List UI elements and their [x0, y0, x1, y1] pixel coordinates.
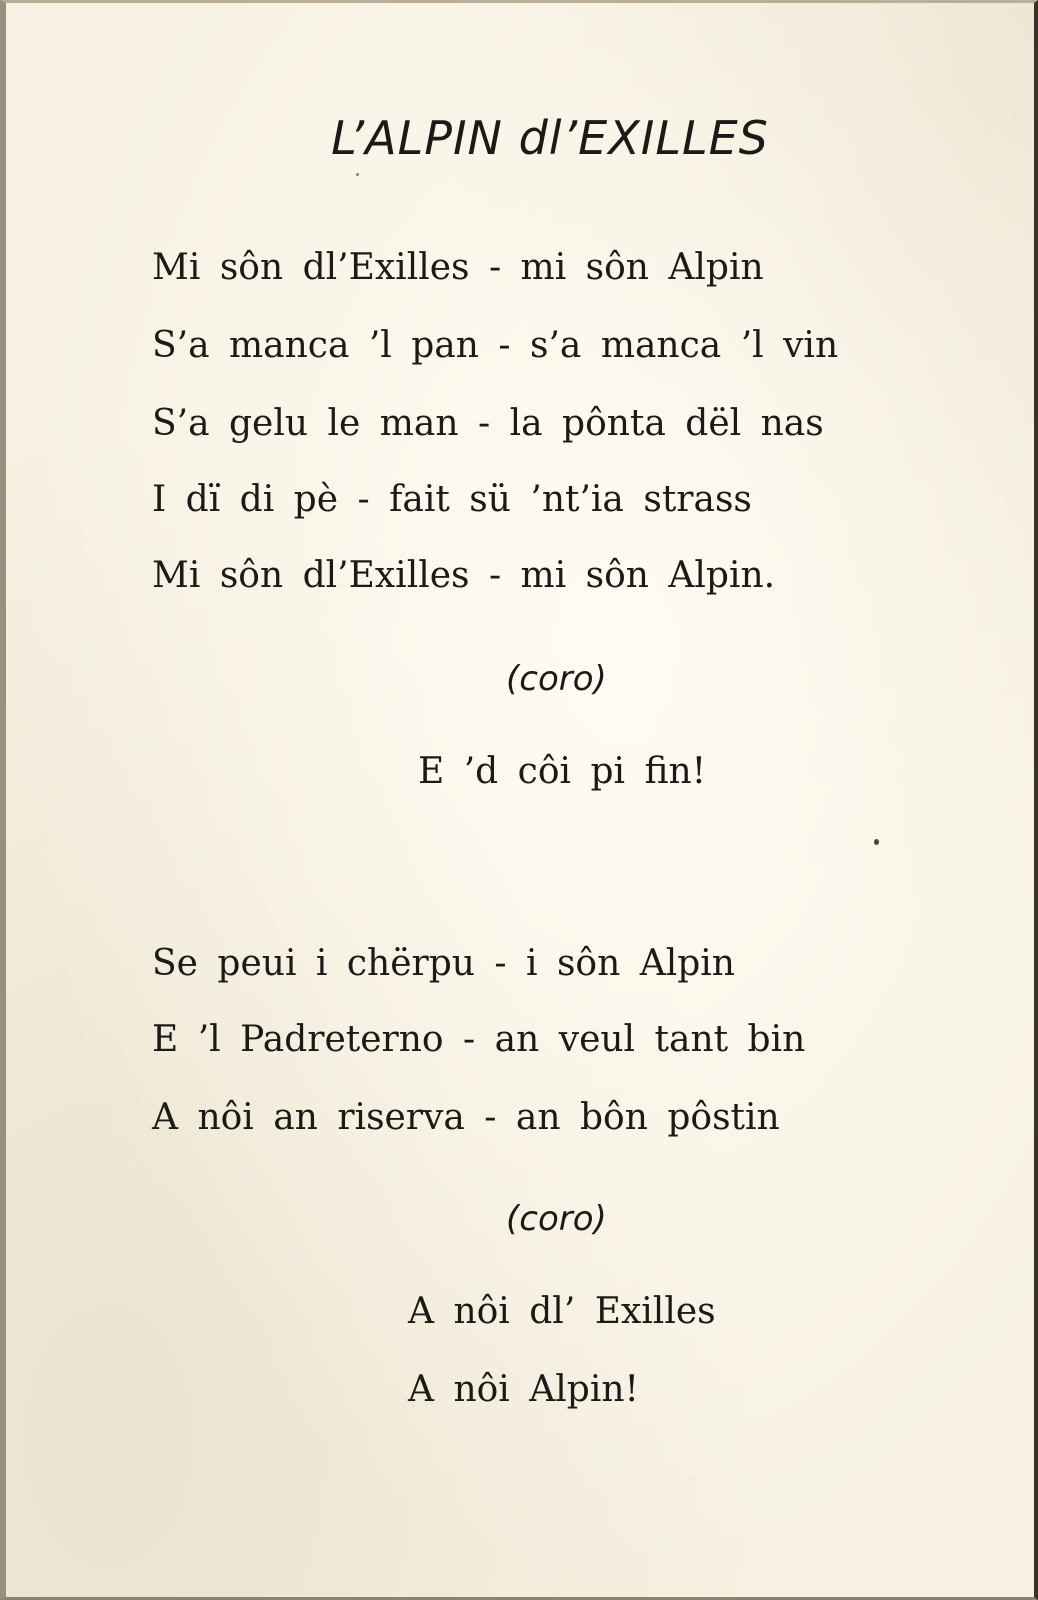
paper-speck [356, 173, 359, 176]
refrain-line: A nôi Alpin! [408, 1369, 639, 1410]
paper-speck [874, 839, 879, 845]
refrain-line: A nôi dl’ Exilles [408, 1291, 716, 1332]
verse-line: Mi sôn dl’Exilles - mi sôn Alpin. [152, 555, 776, 596]
verse-line: I dï di pè - fait sü ’nt’ia strass [152, 479, 752, 520]
verse-line: S’a gelu le man - la pônta dël nas [152, 403, 824, 444]
verse-line: E ’l Padreterno - an veul tant bin [152, 1019, 806, 1060]
verse-line: S’a manca ’l pan - s’a manca ’l vin [152, 325, 839, 366]
coro-label: (coro) [506, 1199, 607, 1239]
song-title: L’ALPIN dl’EXILLES [331, 111, 769, 165]
verse-line: A nôi an riserva - an bôn pôstin [152, 1097, 780, 1138]
verse-line: Se peui i chërpu - i sôn Alpin [152, 943, 735, 984]
verse-line: Mi sôn dl’Exilles - mi sôn Alpin [152, 247, 764, 288]
refrain-line: E ’d côi pi fin! [418, 751, 707, 792]
coro-label: (coro) [506, 659, 607, 699]
